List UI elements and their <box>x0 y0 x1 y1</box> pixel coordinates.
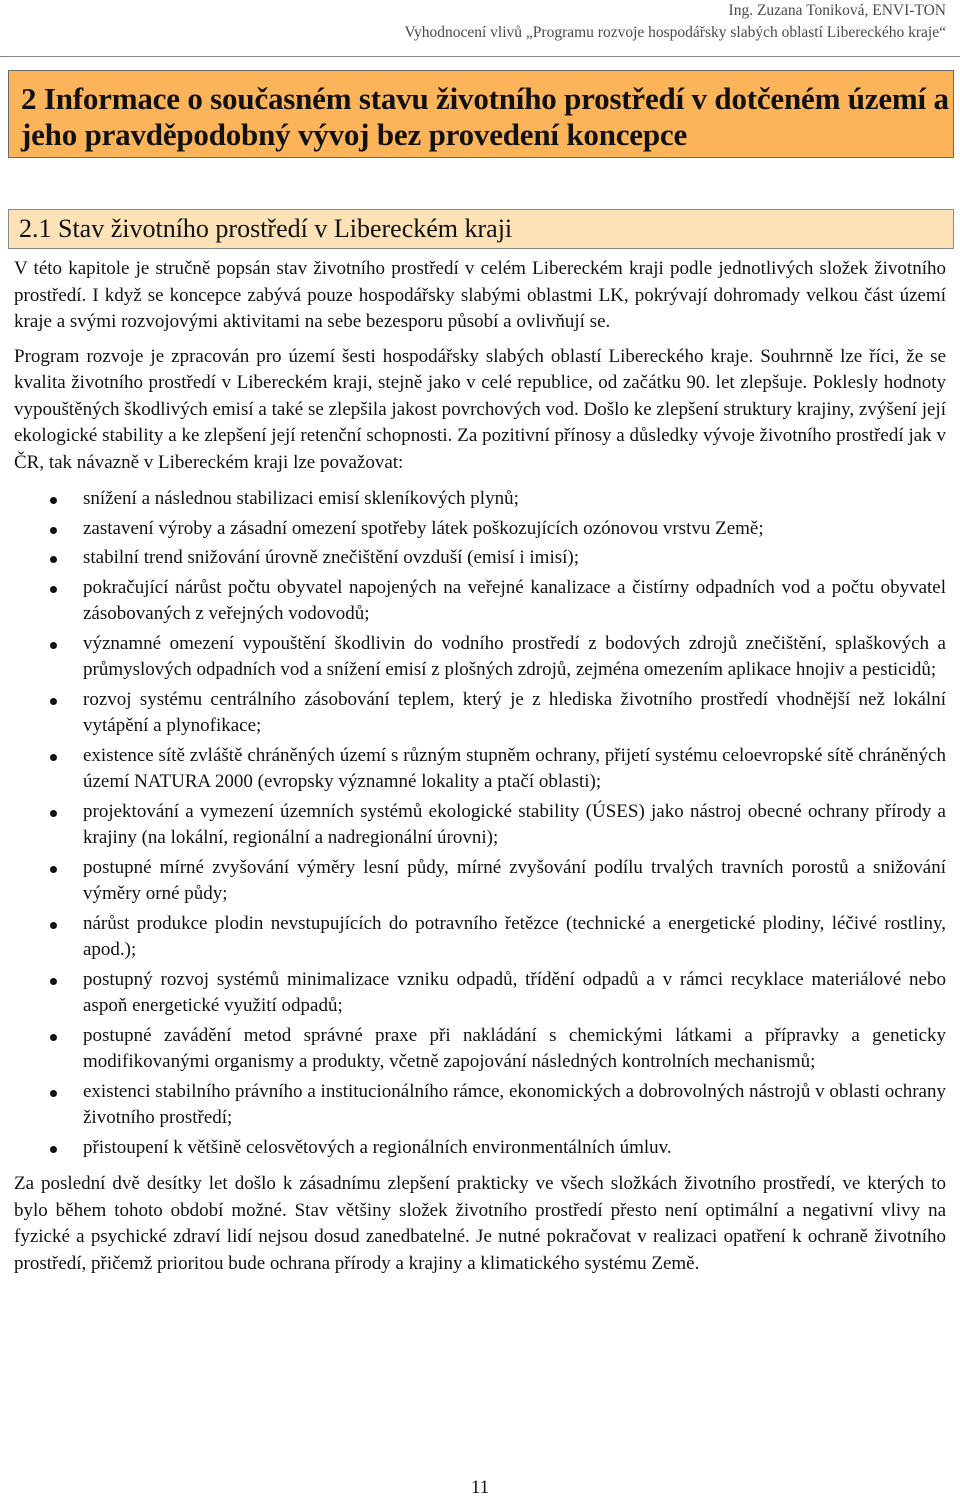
bullet-icon <box>50 527 57 534</box>
list-item-text: stabilní trend snižování úrovně znečištění ovzduší (emisí i imisí); <box>83 547 580 568</box>
bullet-icon <box>50 810 57 817</box>
main-content <box>14 256 946 1285</box>
section-heading-box <box>8 209 954 249</box>
list-item-text: pokračující nárůst počtu obyvatel napojených na veřejné kanalizace a čistírny odpadních vod a počtu obyvatel zásobovaných z veřejných vodovodů; <box>83 576 946 624</box>
bullet-icon <box>50 556 57 563</box>
list-item-text: významné omezení vypouštění škodlivin do vodního prostředí z bodových zdrojů znečištění, splaškových a průmyslových odpadních vod a snížení emisí z plošných zdrojů, zejména omezením aplikace hnojiv a pesticidů; <box>83 632 946 680</box>
header-divider <box>0 56 960 57</box>
list-item <box>14 687 946 740</box>
bullet-icon <box>50 1146 57 1153</box>
list-item-text: postupné zavádění metod správné praxe při nakládání s chemickými látkami a přípravky a geneticky modifikovanými organismy a produkty, včetně zapojování následných kontrolních mechanismů; <box>83 1024 946 1072</box>
list-item <box>14 516 946 543</box>
list-item-text: existenci stabilního právního a institucionálního rámce, ekonomických a dobrovolných nástrojů v oblasti ochrany životního prostředí; <box>83 1080 946 1128</box>
chapter-heading-box <box>8 70 954 158</box>
section-title: 2.1 Stav životního prostředí v Libereckém kraji <box>19 214 513 243</box>
list-item <box>14 799 946 852</box>
list-item <box>14 911 946 964</box>
list-item-text: nárůst produkce plodin nevstupujících do potravního řetězce (technické a energetické plodiny, léčivé rostliny, apod.); <box>83 912 946 960</box>
header-author: Ing. Zuzana Toniková, ENVI-TON <box>728 2 946 19</box>
list-item <box>14 545 946 572</box>
bullet-icon <box>50 497 57 504</box>
list-item <box>14 743 946 796</box>
chapter-title: 2 Informace o současném stavu životního prostředí v dotčeném území a jeho pravděpodobný vývoj bez provedení koncepce <box>21 81 949 152</box>
header-document-title: Vyhodnocení vlivů „Programu rozvoje hospodářsky slabých oblastí Libereckého kraje“ <box>404 24 946 41</box>
list-item-text: snížení a následnou stabilizaci emisí skleníkových plynů; <box>83 488 519 509</box>
list-item-text: existence sítě zvláště chráněných území s různým stupněm ochrany, přijetí systému celoevropské sítě chráněných území NATURA 2000 (evropsky významné lokality a ptačí oblasti); <box>83 744 946 792</box>
bullet-icon <box>50 754 57 761</box>
list-item <box>14 1135 946 1162</box>
page-header <box>405 0 947 44</box>
bullet-icon <box>50 978 57 985</box>
list-item-text: rozvoj systému centrálního zásobování teplem, který je z hlediska životního prostředí vhodnější než lokální vytápění a plynofikace; <box>83 688 946 736</box>
list-item <box>14 855 946 908</box>
list-item-text: přistoupení k většině celosvětových a regionálních environmentálních úmluv. <box>83 1136 672 1158</box>
list-item-text: projektování a vymezení územních systémů ekologické stability (ÚSES) jako nástroj obecné ochrany přírody a krajiny (na lokální, regionální a nadregionální úrovni); <box>83 800 946 848</box>
list-item <box>14 631 946 684</box>
intro-paragraph: V této kapitole je stručně popsán stav životního prostředí v celém Libereckém kraji podle jednotlivých složek životního prostředí. I když se koncepce zabývá pouze hospodářsky slabými oblastmi LK, pokrývají dohromady velkou část území kraje a svými rozvojovými aktivitami na sebe bezesporu působí a ovlivňují se. <box>14 258 946 332</box>
closing-paragraph: Za poslední dvě desítky let došlo k zásadnímu zlepšení prakticky ve všech složkách životního prostředí, ve kterých to bylo během tohoto období možné. Stav většiny složek životního prostředí přesto není optimální a negativní vlivy na fyzické a psychické zdraví lidí nejsou dosud zanedbatelné. Je nutné pokračovat v realizaci opatření k ochraně životního prostředí, přičemž prioritou bude ochrana přírody a krajiny a klimatického systému Země. <box>14 1173 946 1274</box>
bullet-icon <box>50 1034 57 1041</box>
list-item <box>14 486 946 513</box>
bullet-icon <box>50 586 57 593</box>
bullet-icon <box>50 1090 57 1097</box>
list-item-text: postupný rozvoj systémů minimalizace vzniku odpadů, třídění odpadů a v rámci recyklace materiálové nebo aspoň energetické využití odpadů; <box>83 968 946 1016</box>
bullet-icon <box>50 642 57 649</box>
list-item <box>14 967 946 1020</box>
bullet-icon <box>50 922 57 929</box>
bullet-icon <box>50 866 57 873</box>
list-item <box>14 1023 946 1076</box>
benefits-list <box>14 486 946 1161</box>
list-item-text: zastavení výroby a zásadní omezení spotřeby látek poškozujících ozónovou vrstvu Země; <box>83 517 764 539</box>
page-number: 11 <box>470 1477 490 1498</box>
list-item-text: postupné mírné zvyšování výměry lesní půdy, mírné zvyšování podílu trvalých travních porostů a snižování výměry orné půdy; <box>83 856 946 904</box>
bullet-icon <box>50 698 57 705</box>
program-paragraph: Program rozvoje je zpracován pro území šesti hospodářsky slabých oblastí Libereckého kraje. Souhrnně lze říci, že se kvalita životního prostředí v Libereckém kraji, stejně jako v celé republice, od začátku 90. let zlepšuje. Poklesly hodnoty vypouštěných škodlivých emisí a také se zlepšila jakost povrchových vod. Došlo ke zlepšení struktury krajiny, zvýšení její ekologické stability a ke zlepšení její retenční schopnosti. Za pozitivní přínosy a důsledky vývoje životního prostředí jak v ČR, tak návazně v Libereckém kraji lze považovat: <box>14 345 946 473</box>
list-item <box>14 575 946 628</box>
list-item <box>14 1079 946 1132</box>
